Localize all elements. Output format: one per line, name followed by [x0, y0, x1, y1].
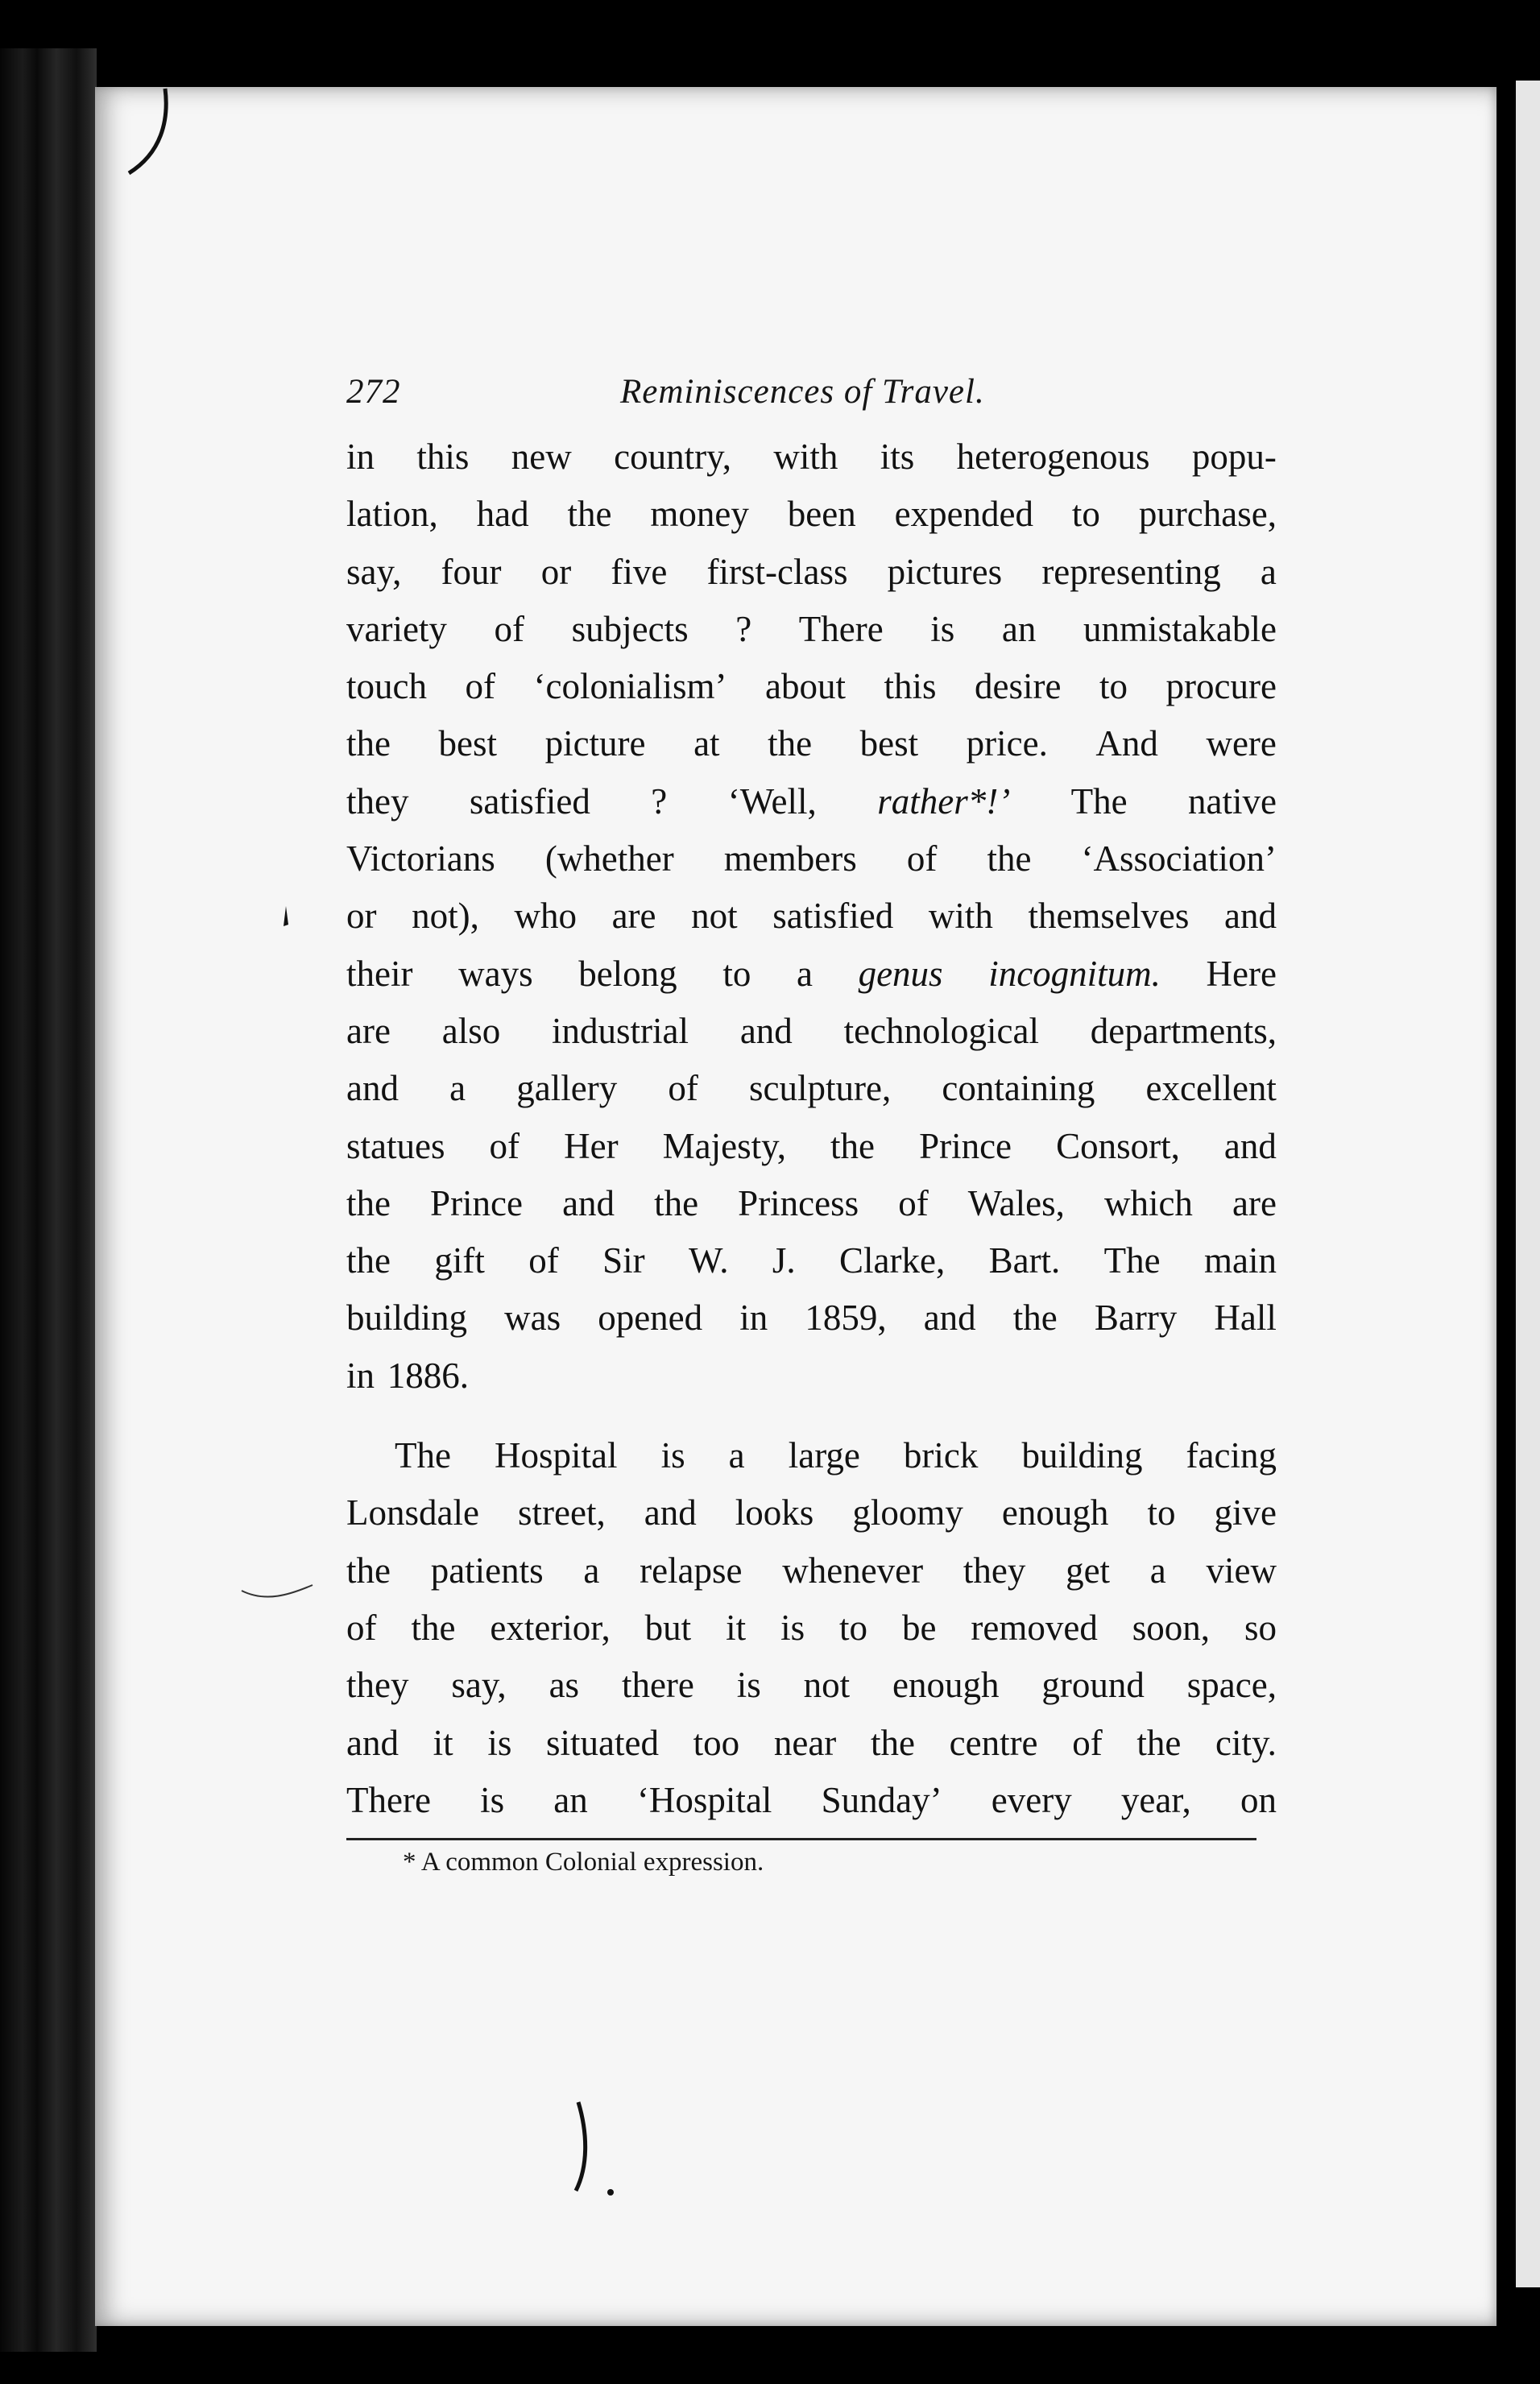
word: Here — [1206, 953, 1277, 994]
word: is — [930, 608, 955, 649]
word: incognitum. — [988, 953, 1161, 994]
word: unmistakable — [1083, 608, 1277, 649]
text-line — [346, 1289, 1277, 1347]
word: ‘Hospital — [636, 1779, 772, 1820]
word: they — [346, 780, 409, 822]
word: the — [346, 1240, 391, 1281]
word: not), — [412, 896, 479, 937]
word: Clarke, — [839, 1240, 946, 1281]
word: best — [859, 723, 919, 764]
text-line — [346, 1347, 1277, 1405]
word: members — [723, 838, 857, 880]
word: sculpture, — [749, 1068, 892, 1109]
word: it — [726, 1607, 747, 1648]
word: this — [416, 437, 470, 477]
word: themselves — [1028, 896, 1190, 937]
word: There — [798, 608, 884, 649]
word: first-class — [706, 551, 848, 592]
word: and — [739, 1010, 793, 1051]
text-line — [346, 1772, 1277, 1829]
word: main — [1204, 1240, 1277, 1281]
word: relapse — [640, 1550, 743, 1591]
word: 1859, — [805, 1298, 887, 1339]
word: a — [1149, 1550, 1166, 1591]
word: and — [346, 1068, 399, 1109]
word: be — [901, 1607, 937, 1648]
word: in — [739, 1298, 768, 1339]
word: the — [1012, 1298, 1058, 1339]
word: of — [465, 666, 495, 707]
word: and — [1223, 1125, 1277, 1166]
word: was — [504, 1298, 561, 1339]
word: their — [346, 953, 413, 994]
word: pictures — [887, 551, 1003, 592]
word: Prince — [430, 1182, 524, 1223]
text-line — [346, 1715, 1277, 1772]
word: lation, — [346, 494, 438, 535]
word: departments, — [1090, 1010, 1277, 1051]
word: but — [644, 1607, 692, 1648]
word: so — [1244, 1607, 1277, 1648]
word: the — [870, 1722, 915, 1763]
word: The — [395, 1435, 451, 1476]
word: are — [1232, 1182, 1277, 1223]
word: The — [1103, 1240, 1161, 1281]
word: a — [796, 953, 813, 994]
word: as — [549, 1665, 580, 1706]
word: soon, — [1132, 1607, 1211, 1648]
word: there — [621, 1665, 694, 1706]
word: genus — [858, 953, 943, 994]
word: is — [780, 1607, 805, 1648]
word: to — [1147, 1492, 1176, 1533]
text-line — [346, 1600, 1277, 1657]
word: is — [736, 1665, 761, 1706]
word: ground — [1041, 1665, 1145, 1706]
word: or — [346, 896, 377, 937]
word: been — [787, 494, 856, 535]
word: not — [803, 1665, 851, 1706]
text-line — [346, 830, 1277, 888]
word: satisfied — [772, 896, 894, 937]
word: of — [528, 1240, 559, 1281]
word: Majesty, — [662, 1125, 786, 1166]
word: had — [476, 494, 529, 535]
word: And — [1095, 723, 1158, 764]
word: variety — [346, 608, 447, 649]
word: are — [611, 896, 656, 937]
word: Victorians — [346, 838, 495, 880]
word: of — [494, 608, 525, 649]
word: popu- — [1191, 437, 1277, 477]
word: patients — [430, 1550, 544, 1591]
word: country, — [614, 437, 731, 477]
word: the — [567, 494, 612, 535]
footnote-divider — [346, 1838, 1256, 1840]
word: of — [489, 1125, 520, 1166]
word: gift — [434, 1240, 485, 1281]
word: were — [1206, 723, 1277, 764]
word: the — [346, 1182, 391, 1223]
word: on — [1240, 1779, 1277, 1820]
word: five — [611, 551, 668, 592]
word: the — [411, 1607, 456, 1648]
word: of — [898, 1182, 929, 1223]
running-title: Reminiscences of Travel. — [620, 373, 985, 411]
word: picture — [544, 723, 646, 764]
word: and — [923, 1298, 976, 1339]
text-line — [346, 773, 1277, 830]
word: with — [773, 437, 838, 477]
word: an — [1001, 608, 1037, 649]
word: building — [346, 1298, 468, 1339]
word: to — [839, 1607, 868, 1648]
word: say, — [346, 551, 402, 592]
word: the — [830, 1125, 875, 1166]
text-line — [346, 486, 1277, 543]
word: city. — [1215, 1722, 1277, 1763]
word: gallery — [516, 1068, 618, 1109]
word: view — [1206, 1550, 1277, 1591]
word: four — [441, 551, 502, 592]
word: Hall — [1214, 1298, 1277, 1339]
word: facing — [1186, 1435, 1277, 1476]
word: excellent — [1145, 1068, 1277, 1109]
word: looks — [735, 1492, 814, 1533]
word: about — [764, 666, 846, 707]
word: every — [991, 1779, 1072, 1820]
word: its — [880, 437, 915, 477]
word: There — [346, 1779, 431, 1820]
word: of — [668, 1068, 698, 1109]
word: situated — [546, 1722, 659, 1763]
word: representing — [1041, 551, 1221, 592]
text-line — [346, 601, 1277, 658]
word: is — [660, 1435, 685, 1476]
word: containing — [942, 1068, 1095, 1109]
word: of — [906, 838, 938, 880]
word: in — [346, 1355, 375, 1396]
word: industrial — [552, 1010, 689, 1051]
paragraph-2 — [346, 1427, 1277, 1829]
text-line — [346, 1657, 1277, 1714]
text-line — [346, 888, 1277, 945]
word: desire — [975, 666, 1062, 707]
text-line — [346, 544, 1277, 601]
word: too — [693, 1722, 740, 1763]
word: they — [962, 1550, 1026, 1591]
text-line — [346, 1175, 1277, 1232]
word: of — [346, 1607, 377, 1648]
word: with — [928, 896, 993, 937]
word: Hospital — [495, 1435, 618, 1476]
word: the — [346, 1550, 391, 1591]
page-header — [346, 372, 1273, 420]
word: also — [441, 1010, 501, 1051]
word: or — [540, 551, 572, 592]
word: ? — [651, 780, 668, 822]
paragraph-1 — [346, 428, 1277, 1405]
word: to — [722, 953, 751, 994]
word: in — [346, 437, 375, 477]
word: near — [773, 1722, 837, 1763]
word: year, — [1120, 1779, 1191, 1820]
word: The — [1070, 780, 1128, 822]
word: a — [728, 1435, 745, 1476]
word: Lonsdale — [346, 1492, 479, 1533]
word: street, — [518, 1492, 606, 1533]
word: and — [346, 1722, 399, 1763]
page-number: 272 — [346, 373, 401, 411]
word: Barry — [1094, 1298, 1178, 1339]
text-line — [346, 658, 1277, 715]
footnote: * A common Colonial expression. — [403, 1848, 764, 1877]
word: whenever — [782, 1550, 924, 1591]
word: J. — [772, 1240, 796, 1281]
word: the — [768, 723, 813, 764]
word: purchase, — [1138, 494, 1277, 535]
text-line — [346, 1060, 1277, 1117]
word: it — [433, 1722, 453, 1763]
word: give — [1214, 1492, 1277, 1533]
word: native — [1188, 780, 1277, 822]
word: Bart. — [988, 1240, 1061, 1281]
word: is — [480, 1779, 505, 1820]
word: Princess — [738, 1182, 859, 1223]
word: to — [1071, 494, 1100, 535]
word: Consort, — [1056, 1125, 1180, 1166]
word: and — [644, 1492, 697, 1533]
word: removed — [971, 1607, 1098, 1648]
word: 1886. — [387, 1355, 470, 1396]
word: an — [553, 1779, 588, 1820]
word: and — [562, 1182, 615, 1223]
word: belong — [578, 953, 677, 994]
word: large — [788, 1435, 860, 1476]
text-line — [346, 1118, 1277, 1175]
word: are — [346, 1010, 391, 1051]
word: is — [487, 1722, 512, 1763]
word: say, — [451, 1665, 507, 1706]
word: get — [1066, 1550, 1111, 1591]
body-text — [346, 428, 1277, 1829]
word: enough — [892, 1665, 1000, 1706]
word: of — [1072, 1722, 1103, 1763]
text-line — [346, 1232, 1277, 1289]
word: ‘Well, — [727, 780, 817, 822]
word: enough — [1001, 1492, 1109, 1533]
word: touch — [346, 666, 427, 707]
word: a — [1260, 551, 1277, 592]
word: technological — [843, 1010, 1039, 1051]
word: statues — [346, 1125, 445, 1166]
word: centre — [949, 1722, 1038, 1763]
word: which — [1103, 1182, 1193, 1223]
word: a — [449, 1068, 466, 1109]
word: heterogenous — [956, 437, 1150, 477]
word: exterior, — [490, 1607, 611, 1648]
word: (whether — [544, 838, 674, 880]
text-line — [346, 1427, 1277, 1484]
word: this — [884, 666, 937, 707]
word: Wales, — [967, 1182, 1065, 1223]
word: best — [438, 723, 498, 764]
text-line — [346, 1484, 1277, 1542]
word: a — [583, 1550, 600, 1591]
adjacent-page-edge — [1516, 81, 1540, 2287]
word: Prince — [919, 1125, 1012, 1166]
word: gloomy — [852, 1492, 963, 1533]
word: ? — [735, 608, 752, 649]
text-line — [346, 428, 1277, 486]
word: price. — [966, 723, 1048, 764]
word: W. — [688, 1240, 729, 1281]
word: ‘Association’ — [1081, 838, 1277, 880]
word: rather*!’ — [877, 780, 1011, 822]
text-line — [346, 715, 1277, 772]
word: the — [654, 1182, 699, 1223]
word: space, — [1186, 1665, 1277, 1706]
text-line — [346, 1542, 1277, 1600]
text-line — [346, 946, 1277, 1003]
word: at — [693, 723, 720, 764]
word: subjects — [571, 608, 689, 649]
word: ‘colonialism’ — [533, 666, 727, 707]
word: procure — [1165, 666, 1277, 707]
word: expended — [894, 494, 1034, 535]
word: the — [346, 723, 391, 764]
word: not — [691, 896, 738, 937]
text-line — [346, 1003, 1277, 1060]
word: the — [1136, 1722, 1182, 1763]
word: Her — [564, 1125, 619, 1166]
word: new — [511, 437, 572, 477]
word: to — [1099, 666, 1128, 707]
word: Sunday’ — [821, 1779, 942, 1820]
book-spine-edge — [0, 48, 97, 2352]
word: the — [987, 838, 1032, 880]
word: and — [1224, 896, 1277, 937]
word: building — [1021, 1435, 1143, 1476]
word: money — [650, 494, 749, 535]
word: who — [514, 896, 577, 937]
word: Sir — [602, 1240, 645, 1281]
word: ways — [458, 953, 533, 994]
word: opened — [598, 1298, 703, 1339]
word: they — [346, 1665, 409, 1706]
word: brick — [903, 1435, 979, 1476]
word: satisfied — [469, 780, 590, 822]
